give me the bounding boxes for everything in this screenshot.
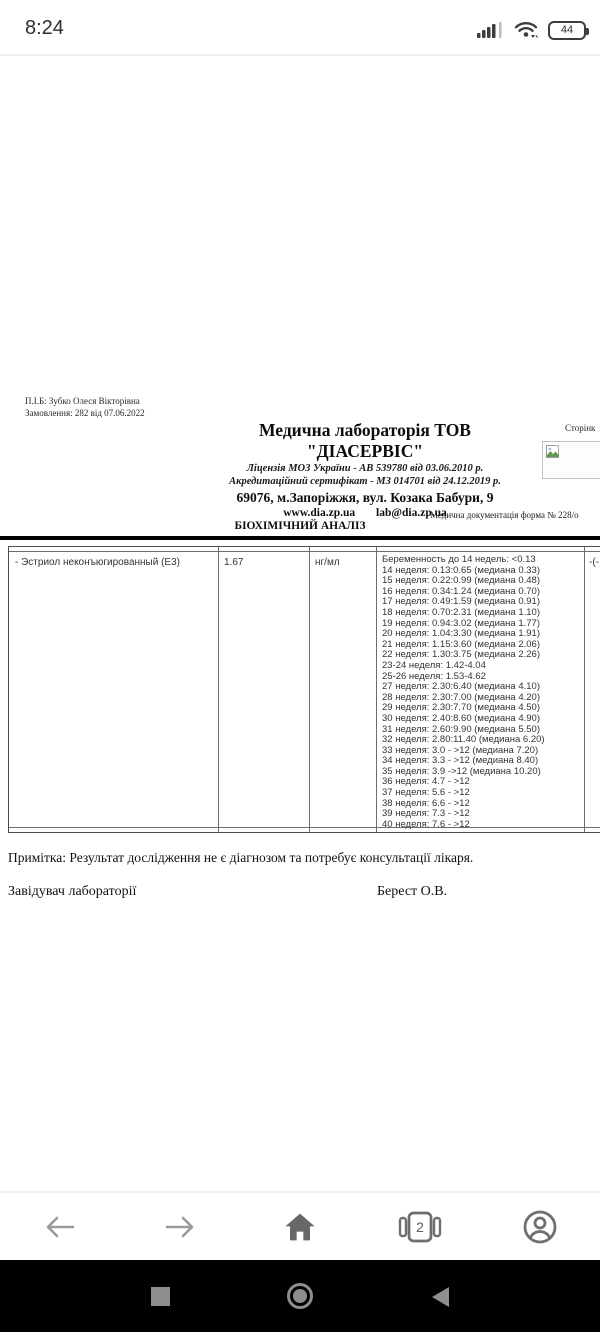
tabs-button[interactable]: [360, 1193, 480, 1260]
reference-range-cell: [382, 555, 584, 830]
reference-line: Беременность до 14 недель: <0.13: [382, 554, 536, 565]
reference-line: 20 неделя: 1.04:3.30 (медиана 1.91): [382, 628, 540, 640]
broken-image-placeholder: [542, 441, 600, 479]
document-viewport[interactable]: [0, 58, 600, 1191]
column-divider: [218, 547, 219, 832]
results-table: [8, 546, 600, 833]
form-number-label: Медична документація форма № 228/о: [430, 510, 579, 520]
reference-line: 27 неделя: 2.30:6.40 (медиана 4.10): [382, 681, 540, 693]
flag-cell: -(-: [589, 557, 599, 568]
reference-line: 33 неделя: 3.0 - >12 (медиана 7.20): [382, 744, 539, 756]
battery-percent: 44: [560, 24, 574, 36]
reference-line: 34 неделя: 3.3 - >12 (медиана 8.40): [382, 755, 539, 767]
reference-line: 23-24 неделя: 1.42-4.04: [382, 659, 486, 671]
battery-nub: [586, 28, 589, 35]
reference-line: 16 неделя: 0.34:1.24 (медиана 0.70): [382, 585, 540, 597]
home-button[interactable]: [240, 1193, 360, 1260]
clock: 8:24: [25, 17, 64, 39]
column-divider: [376, 547, 377, 832]
units-cell: нг/мл: [315, 557, 340, 568]
tab-count-badge: 2: [416, 1218, 424, 1235]
reference-line: 32 неделя: 2.80:11.40 (медиана 6.20): [382, 734, 545, 746]
broken-image-icon: [546, 445, 560, 459]
forward-arrow-icon: [163, 1214, 197, 1240]
status-icons: [476, 20, 586, 40]
tabs-icon: [397, 1210, 443, 1244]
wifi-icon: [514, 20, 540, 40]
system-nav-bar: [0, 1260, 600, 1332]
reference-line: 30 неделя: 2.40:8.60 (медиана 4.90): [382, 712, 540, 724]
column-divider: [584, 547, 585, 832]
back-triangle-icon[interactable]: [432, 1287, 449, 1307]
back-button[interactable]: [0, 1193, 120, 1260]
reference-line: 35 неделя: 3.9 ->12 (медиана 10.20): [382, 765, 541, 777]
accreditation-line: Акредитаційний сертифікат - МЗ 014701 від 24.12.2019 р.: [229, 476, 501, 487]
profile-button[interactable]: [480, 1193, 600, 1260]
table-header-divider: [9, 551, 600, 552]
forward-button[interactable]: [120, 1193, 240, 1260]
lab-email: lab@dia.zp.ua: [376, 507, 447, 519]
result-cell: 1.67: [224, 557, 244, 568]
home-icon: [284, 1212, 316, 1242]
section-title: БІОХІМІЧНИЙ АНАЛІЗ: [234, 520, 366, 532]
home-circle-icon[interactable]: [287, 1283, 313, 1309]
reference-line: 31 неделя: 2.60:9.90 (медиана 5.50): [382, 723, 540, 735]
reference-line: 29 неделя: 2.30:7.70 (медиана 4.50): [382, 702, 540, 714]
column-divider: [309, 547, 310, 832]
reference-line: 40 неделя: 7.6 - >12: [382, 818, 470, 830]
reference-line: 25-26 неделя: 1.53-4.62: [382, 670, 486, 682]
reference-line: 37 неделя: 5.6 - >12: [382, 787, 470, 799]
reference-line: 17 неделя: 0.49:1.59 (медиана 0.91): [382, 596, 540, 608]
reference-line: 22 неделя: 1.30:3.75 (медиана 2.26): [382, 649, 540, 661]
lab-address: 69076, м.Запоріжжя, вул. Козака Бабури, 9: [236, 490, 494, 505]
reference-line: 15 неделя: 0.22:0.99 (медиана 0.48): [382, 575, 540, 587]
reference-line: 19 неделя: 0.94:3.02 (медиана 1.77): [382, 617, 540, 629]
patient-name-line: П.І.Б: Зубко Олеся Вікторівна: [25, 396, 140, 406]
recents-square-icon[interactable]: [151, 1287, 170, 1306]
signature-name: Берест О.В.: [377, 884, 448, 899]
browser-nav-bar: [0, 1191, 600, 1260]
back-arrow-icon: [43, 1214, 77, 1240]
reference-line: 21 неделя: 1.15:3.60 (медиана 2.06): [382, 638, 540, 650]
profile-icon: [522, 1209, 558, 1245]
reference-line: 28 неделя: 2.30:7.00 (медиана 4.20): [382, 691, 540, 703]
signature-role: Завідувач лабораторії: [8, 884, 137, 899]
test-name-cell: - Эстриол неконъюгированный (Е3): [15, 557, 180, 568]
status-bar: [0, 0, 600, 56]
reference-line: 18 неделя: 0.70:2.31 (медиана 1.10): [382, 606, 540, 618]
patient-info: [25, 395, 145, 419]
page-number-label: Сторінк: [565, 423, 596, 433]
reference-line: 14 неделя: 0.13:0.65 (медиана 0.33): [382, 564, 540, 576]
header-divider-rule: [0, 536, 600, 540]
order-line: Замовлення: 282 від 07.06.2022: [25, 408, 145, 418]
lab-title-line2: "ДІАСЕРВІС": [306, 441, 424, 461]
battery-icon: [548, 21, 586, 40]
signal-bars-icon: [476, 20, 506, 40]
lab-website: www.dia.zp.ua: [283, 507, 356, 519]
reference-line: 36 неделя: 4.7 - >12: [382, 776, 470, 788]
license-line: Ліцензія МОЗ України - АВ 539780 від 03.06.2010 р.: [246, 463, 484, 474]
disclaimer-note: Примітка: Результат дослідження не є діагнозом та потребує консультації лікаря.: [8, 850, 474, 865]
lab-header: [130, 420, 600, 520]
reference-line: 38 неделя: 6.6 - >12: [382, 797, 470, 809]
reference-line: 39 неделя: 7.3 - >12: [382, 808, 470, 820]
lab-title-line1: Медична лабораторія ТОВ: [259, 420, 471, 440]
